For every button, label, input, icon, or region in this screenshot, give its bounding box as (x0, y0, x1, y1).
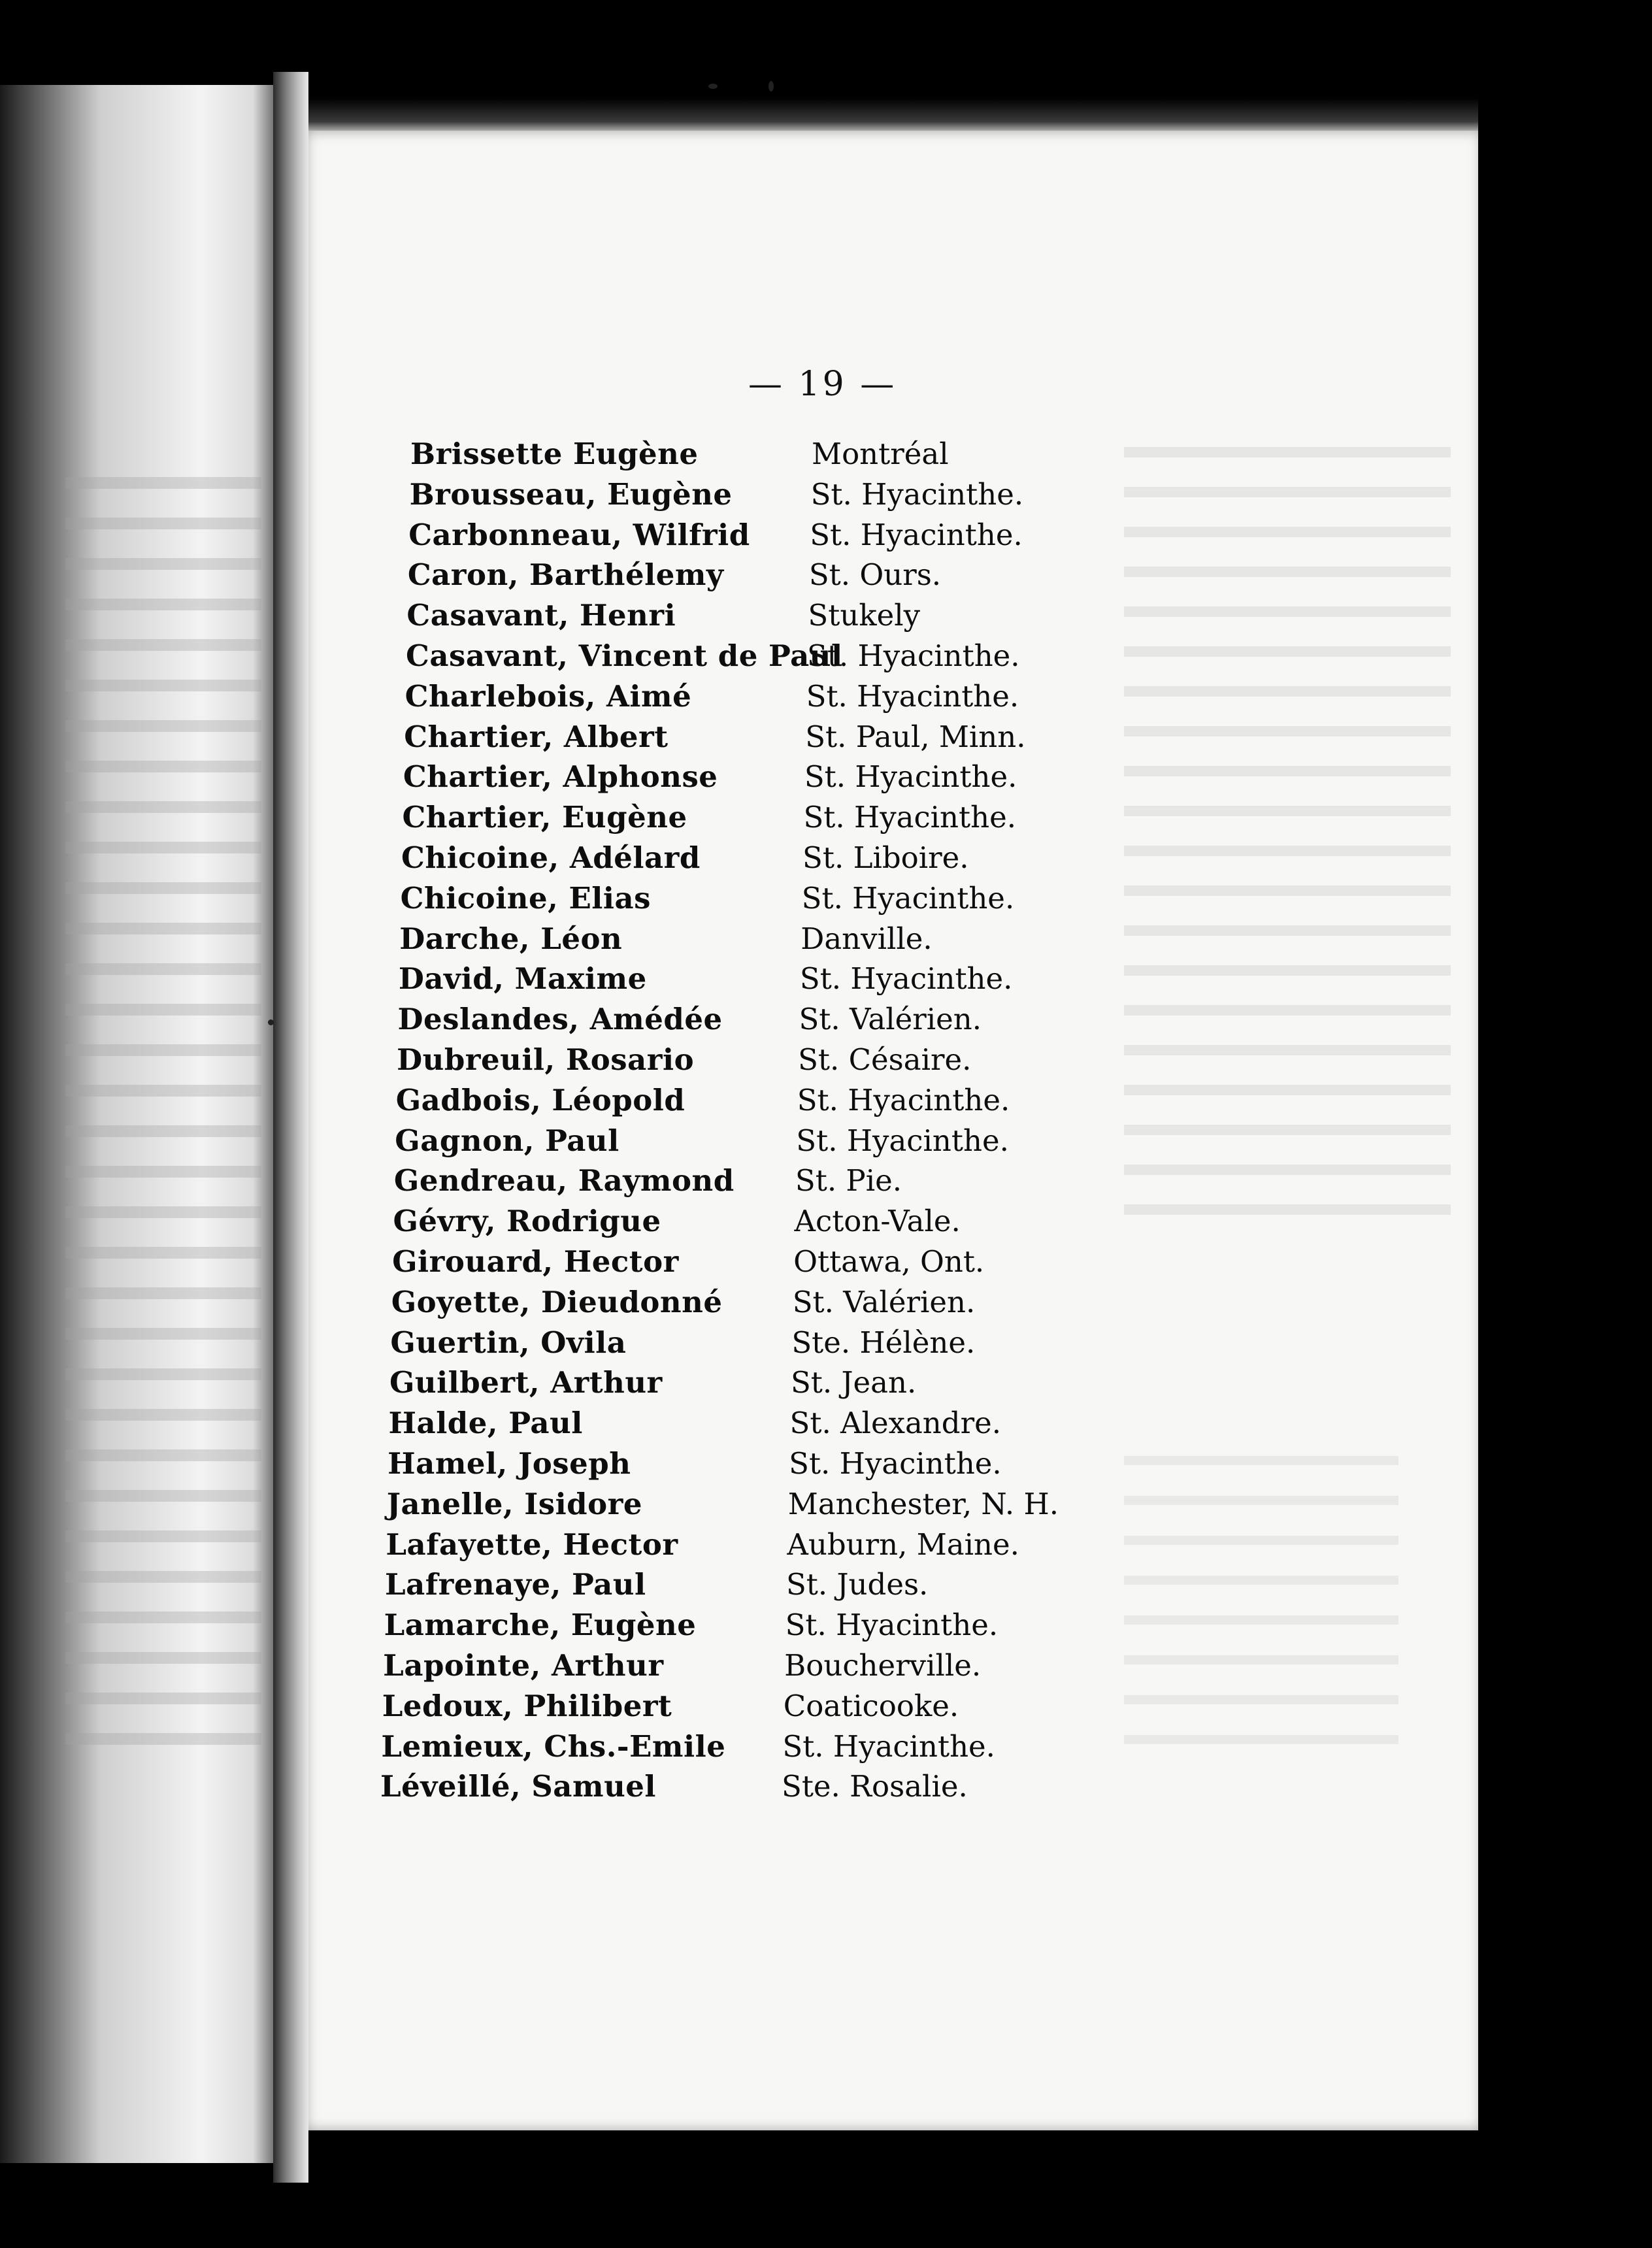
hometown: St. Hyacinthe. (810, 476, 1024, 512)
show-through-text-lower (1124, 1438, 1398, 1751)
person-name: Guilbert, Arthur (389, 1365, 663, 1400)
hometown: Danville. (801, 921, 933, 956)
hometown: St. Hyacinthe. (796, 1123, 1009, 1158)
book-gutter (273, 72, 308, 2183)
list-item (406, 596, 1060, 635)
hometown: Ste. Rosalie. (782, 1769, 968, 1804)
page-number: — 19 — (748, 365, 897, 404)
hometown: St. Liboire. (802, 840, 969, 875)
person-name: Chartier, Alphonse (403, 759, 718, 795)
list-item (394, 1161, 1048, 1200)
list-item (404, 718, 1057, 757)
person-name: Casavant, Henri (406, 598, 676, 633)
list-item (410, 475, 1063, 514)
person-name: Gévry, Rodrigue (393, 1204, 661, 1239)
hometown: St. Hyacinthe. (806, 678, 1019, 714)
scan-speck (268, 1019, 274, 1025)
person-name: Chicoine, Elias (400, 880, 651, 916)
list-item (381, 1727, 1034, 1766)
person-name: Goyette, Dieudonné (391, 1284, 723, 1319)
scan-speck (768, 81, 774, 91)
list-item (410, 435, 1064, 474)
list-item (403, 757, 1057, 797)
hometown: St. Hyacinthe. (789, 1446, 1002, 1481)
show-through-text (1124, 431, 1451, 1229)
hometown: St. Hyacinthe. (804, 759, 1017, 795)
person-name: Hamel, Joseph (388, 1446, 631, 1481)
list-item (392, 1242, 1046, 1281)
hometown: St. Hyacinthe. (803, 800, 1017, 835)
list-item (389, 1404, 1042, 1443)
list-item (408, 555, 1061, 595)
person-name: Léveillé, Samuel (380, 1769, 657, 1804)
person-name: Caron, Barthélemy (407, 557, 724, 593)
person-name: Gagnon, Paul (395, 1123, 620, 1158)
hometown: Ste. Hélène. (791, 1325, 976, 1360)
list-item (384, 1606, 1038, 1645)
hometown: St. Ours. (808, 557, 942, 593)
list-item (399, 919, 1053, 959)
person-name: Dubreuil, Rosario (397, 1042, 695, 1077)
hometown: St. Hyacinthe. (807, 638, 1020, 673)
person-name: Lamarche, Eugène (384, 1608, 697, 1643)
person-name: Gadbois, Léopold (395, 1082, 686, 1117)
list-item (397, 1040, 1050, 1080)
list-item (402, 798, 1055, 837)
list-item (390, 1323, 1044, 1363)
hometown: St. Valérien. (799, 1002, 982, 1037)
list-item (408, 516, 1062, 555)
list-item (397, 1000, 1051, 1039)
person-name: Chartier, Eugène (402, 800, 687, 835)
hometown: Ottawa, Ont. (793, 1244, 985, 1279)
hometown: St. Valérien. (792, 1284, 976, 1319)
person-name: Darche, Léon (399, 921, 623, 956)
hometown: St. Jean. (790, 1365, 917, 1400)
hometown: St. Judes. (785, 1567, 929, 1602)
person-name: Casavant, Vincent de Paul (406, 638, 843, 673)
hometown: Acton-Vale. (794, 1204, 961, 1239)
list-item (385, 1565, 1038, 1604)
list-item (393, 1202, 1047, 1241)
person-name: Guertin, Ovila (390, 1325, 627, 1360)
person-name: Lafrenaye, Paul (384, 1567, 646, 1602)
hometown: Manchester, N. H. (787, 1486, 1059, 1521)
hometown: St. Hyacinthe. (785, 1608, 999, 1643)
hometown: St. Hyacinthe. (797, 1082, 1010, 1117)
list-item (391, 1283, 1045, 1322)
list-item (388, 1444, 1041, 1483)
person-name: Lapointe, Arthur (383, 1648, 664, 1683)
hometown: St. Hyacinthe. (810, 517, 1023, 552)
person-name: Girouard, Hector (392, 1244, 679, 1279)
person-name: Halde, Paul (388, 1406, 583, 1441)
person-name: Lemieux, Chs.-Emile (381, 1728, 726, 1764)
person-name: Chicoine, Adélard (401, 840, 701, 875)
person-name: Gendreau, Raymond (393, 1163, 735, 1198)
hometown: Coaticooke. (783, 1688, 959, 1723)
list-item (380, 1767, 1034, 1806)
list-item (386, 1485, 1059, 1524)
list-item (383, 1646, 1036, 1685)
previous-page-text-shadow (65, 457, 261, 1764)
hometown: St. Alexandre. (789, 1406, 1002, 1441)
list-item (405, 677, 1059, 716)
hometown: St. Pie. (795, 1163, 902, 1198)
list-item (401, 838, 1055, 878)
list-item (406, 636, 1059, 676)
person-name: Chartier, Albert (404, 719, 669, 754)
list-item (396, 1081, 1049, 1120)
list-item (395, 1121, 1048, 1161)
person-name: Deslandes, Amédée (397, 1002, 723, 1037)
hometown: St. Hyacinthe. (801, 880, 1015, 916)
person-name: Lafayette, Hector (386, 1527, 678, 1562)
list-item (401, 879, 1054, 918)
person-name: Charlebois, Aimé (405, 678, 692, 714)
hometown: St. Hyacinthe. (782, 1728, 995, 1764)
list-item (382, 1687, 1036, 1726)
list-item (399, 959, 1052, 999)
person-name: Brissette Eugène (410, 437, 699, 471)
list-item (386, 1525, 1039, 1564)
hometown: Montréal (812, 437, 949, 471)
hometown: Boucherville. (784, 1648, 982, 1683)
person-name: Janelle, Isidore (386, 1486, 642, 1521)
hometown: St. Césaire. (798, 1042, 972, 1077)
person-name: Ledoux, Philibert (382, 1688, 672, 1723)
hometown: Stukely (808, 598, 921, 633)
person-name: David, Maxime (398, 961, 647, 997)
hometown: St. Hyacinthe. (799, 961, 1013, 997)
person-name: Brousseau, Eugène (409, 476, 733, 512)
hometown: St. Paul, Minn. (805, 719, 1026, 754)
list-item (389, 1363, 1043, 1402)
hometown: Auburn, Maine. (787, 1527, 1019, 1562)
person-name: Carbonneau, Wilfrid (408, 517, 750, 552)
scan-speck (708, 84, 718, 89)
